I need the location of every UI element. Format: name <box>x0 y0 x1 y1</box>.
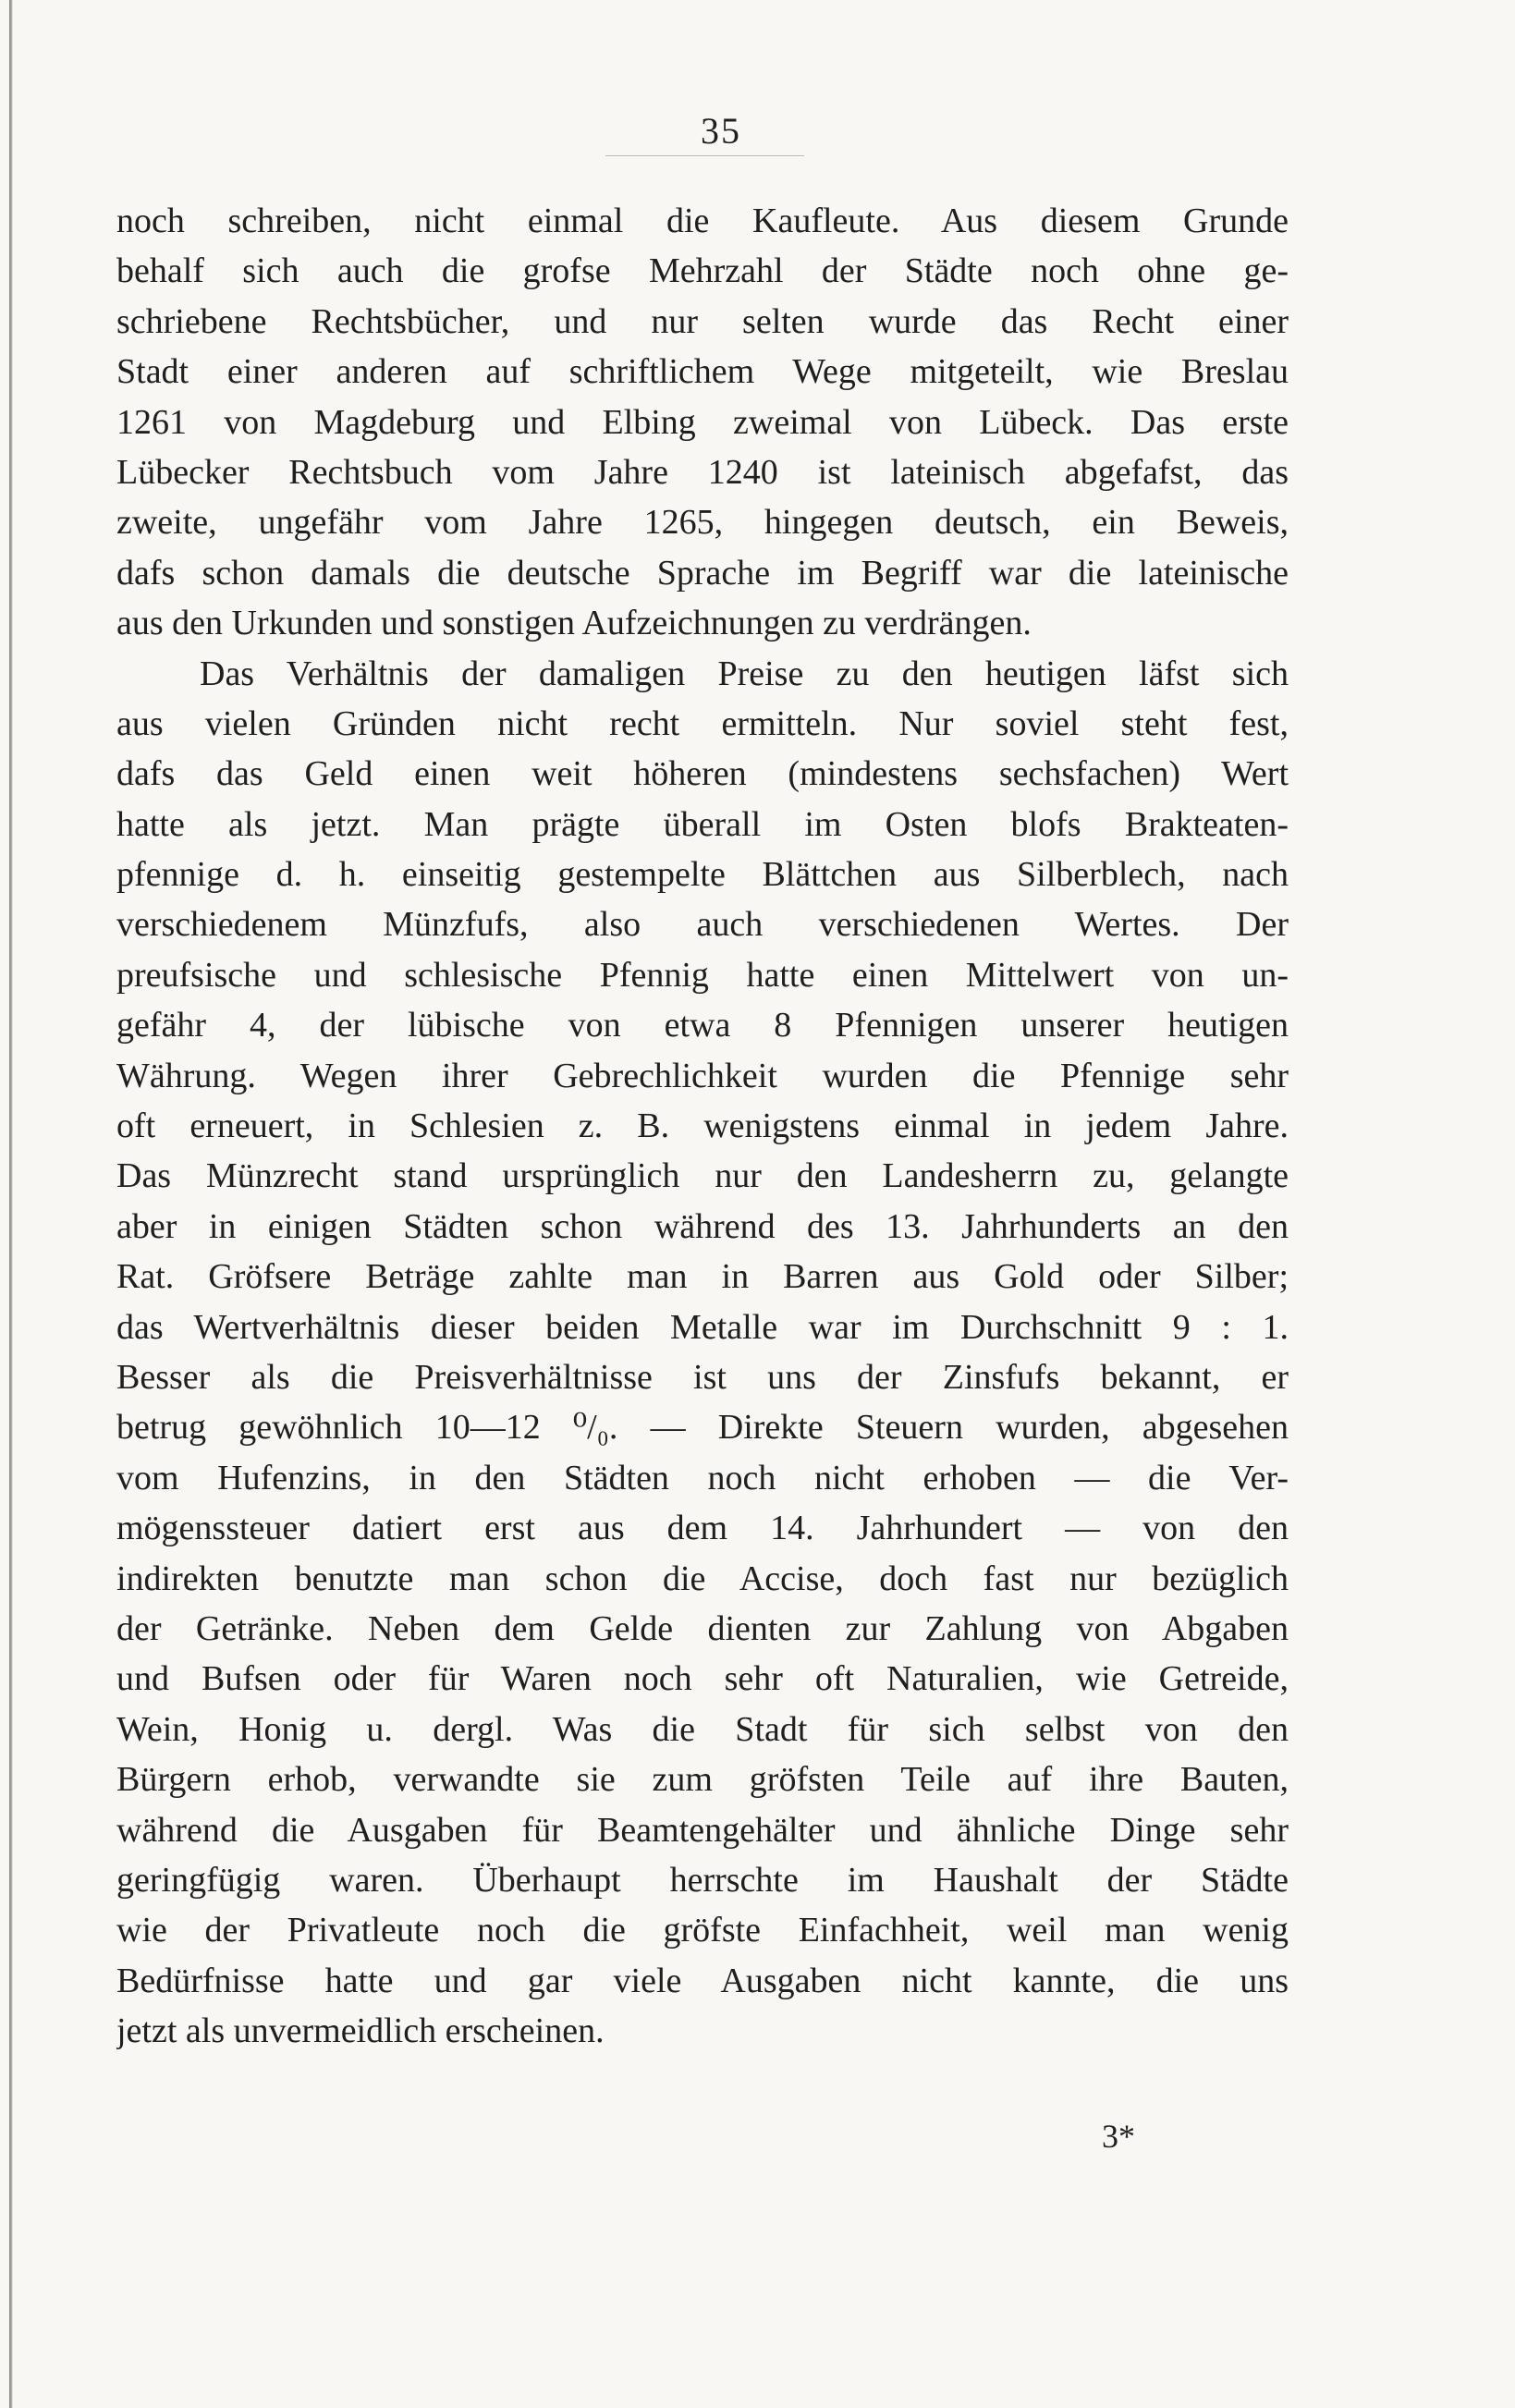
text-line: vom Hufenzins, in den Städten noch nicht erhoben — die Ver- <box>116 1458 1289 1497</box>
text-line: preufsische und schlesische Pfennig hatte einen Mittelwert von un- <box>116 955 1289 995</box>
text-line: mögenssteuer datiert erst aus dem 14. Jahrhundert — von den <box>116 1509 1289 1548</box>
text-line: 1261 von Magdeburg und Elbing zweimal von Lübeck. Das erste <box>116 402 1289 442</box>
text-line: hatte als jetzt. Man prägte überall im Osten blofs Brakteaten- <box>116 804 1289 844</box>
text-line: und Bufsen oder für Waren noch sehr oft Naturalien, wie Getreide, <box>116 1659 1289 1699</box>
text-line: Bürgern erhob, verwandte sie zum gröfsten Teile auf ihre Bauten, <box>116 1760 1289 1800</box>
text-line: indirekten benutzte man schon die Accise, doch fast nur bezüglich <box>116 1558 1289 1598</box>
text-line: das Wertverhältnis dieser beiden Metalle war im Durchschnitt 9 : 1. <box>116 1307 1289 1347</box>
signature-mark: 3* <box>1102 2118 1135 2155</box>
text-line: Währung. Wegen ihrer Gebrechlichkeit wurden die Pfennige sehr <box>116 1056 1289 1095</box>
text-line: Bedürfnisse hatte und gar viele Ausgaben nicht kannte, die uns <box>116 1961 1289 2000</box>
page-number: 35 <box>701 110 741 152</box>
text-line: aus vielen Gründen nicht recht ermitteln. Nur soviel steht fest, <box>116 703 1289 743</box>
body-text <box>116 196 1289 2056</box>
text-line: oft erneuert, in Schlesien z. B. wenigstens einmal in jedem Jahre. <box>116 1106 1289 1146</box>
text-line: aus den Urkunden und sonstigen Aufzeichnungen zu verdrängen. <box>116 604 1032 643</box>
text-line: aber in einigen Städten schon während des 13. Jahrhunderts an den <box>116 1206 1289 1246</box>
text-line: der Getränke. Neben dem Gelde dienten zur Zahlung von Abgaben <box>116 1608 1289 1648</box>
text-line: zweite, ungefähr vom Jahre 1265, hingegen deutsch, ein Beweis, <box>116 503 1289 543</box>
text-line: geringfügig waren. Überhaupt herrschte im Haushalt der Städte <box>116 1860 1289 1900</box>
text-line: während die Ausgaben für Beamtengehälter und ähnliche Dinge sehr <box>116 1810 1289 1850</box>
text-line: verschiedenem Münzfufs, also auch verschiedenen Wertes. Der <box>116 905 1289 945</box>
text-line: gefähr 4, der lübische von etwa 8 Pfennigen unserer heutigen <box>116 1006 1289 1045</box>
text-line: Wein, Honig u. dergl. Was die Stadt für sich selbst von den <box>116 1709 1289 1749</box>
page-binding-edge <box>9 0 13 2408</box>
text-line: schriebene Rechtsbücher, und nur selten wurde das Recht einer <box>116 301 1289 341</box>
text-line: pfennige d. h. einseitig gestempelte Blättchen aus Silberblech, nach <box>116 855 1289 895</box>
text-line: Rat. Gröfsere Beträge zahlte man in Barren aus Gold oder Silber; <box>116 1257 1289 1297</box>
text-line: noch schreiben, nicht einmal die Kaufleute. Aus diesem Grunde <box>116 202 1289 240</box>
text-line: Lübecker Rechtsbuch vom Jahre 1240 ist lateinisch abgefafst, das <box>116 452 1289 492</box>
text-line: wie der Privatleute noch die gröfste Einfachheit, weil man wenig <box>116 1911 1289 1950</box>
text-line: jetzt als unvermeidlich erscheinen. <box>116 2011 605 2051</box>
text-line: behalf sich auch die grofse Mehrzahl der Städte noch ohne ge- <box>116 251 1289 291</box>
header-rule <box>605 155 804 156</box>
text-line: Das Verhältnis der damaligen Preise zu den heutigen läfst sich <box>200 654 1289 693</box>
text-line: Stadt einer anderen auf schriftlichem Wege mitgeteilt, wie Breslau <box>116 352 1289 392</box>
text-line: dafs schon damals die deutsche Sprache im Begriff war die lateinische <box>116 553 1289 593</box>
text-line: betrug gewöhnlich 10—12 ⁰/₀. — Direkte Steuern wurden, abgesehen <box>116 1408 1289 1448</box>
text-line: dafs das Geld einen weit höheren (mindestens sechsfachen) Wert <box>116 754 1289 794</box>
text-line: Das Münzrecht stand ursprünglich nur den Landesherrn zu, gelangte <box>116 1156 1289 1196</box>
paragraph-2 <box>116 649 1289 2057</box>
paragraph-1 <box>116 196 1289 649</box>
text-line: Besser als die Preisverhältnisse ist uns der Zinsfufs bekannt, er <box>116 1357 1289 1397</box>
